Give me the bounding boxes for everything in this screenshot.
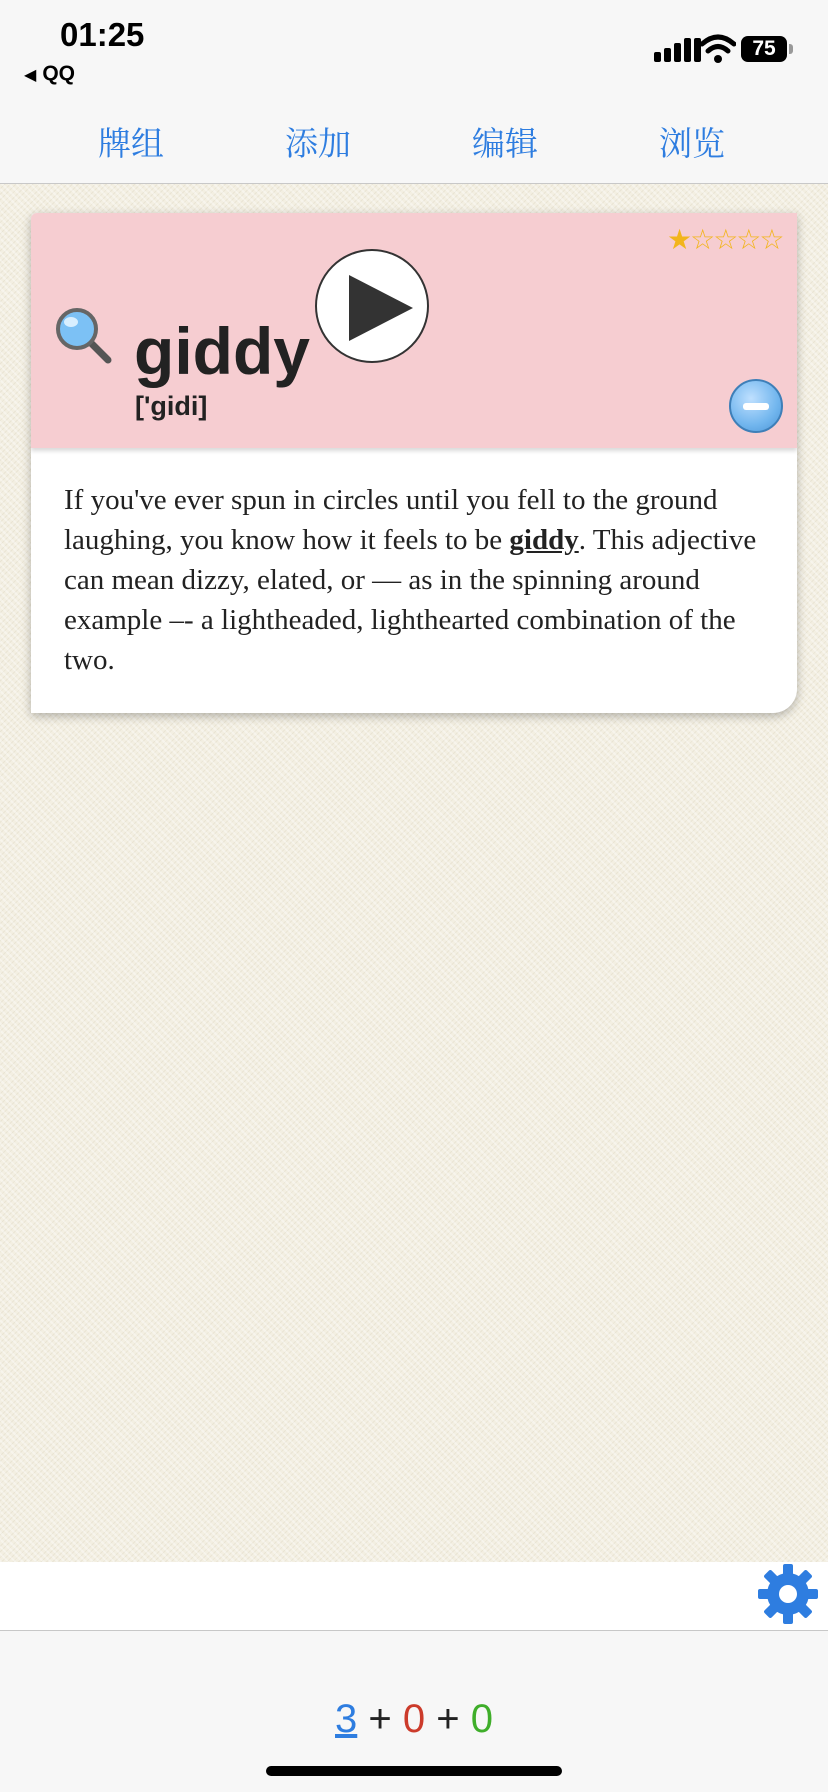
play-audio-button[interactable] (315, 249, 429, 363)
due-counts (0, 1697, 828, 1742)
status-time: 01:25 (60, 16, 145, 53)
minus-icon[interactable] (729, 379, 783, 433)
tab-decks[interactable]: 牌组 (98, 124, 164, 163)
back-to-app-link[interactable] (24, 62, 75, 86)
cellular-signal-icon (654, 36, 704, 64)
status-bar (0, 0, 828, 100)
count-separator: + (436, 1697, 460, 1741)
answer-bar (0, 1562, 828, 1631)
flashcard[interactable] (31, 213, 797, 713)
back-triangle-icon: ◀ (24, 67, 37, 84)
back-app-label: QQ (42, 62, 75, 85)
card-definition (64, 480, 764, 680)
battery-cap (789, 44, 793, 54)
review-count: 0 (470, 1697, 493, 1741)
gear-icon[interactable] (756, 1562, 820, 1626)
definition-highlight-word[interactable]: giddy (509, 524, 579, 556)
battery-icon: 75 (741, 36, 787, 62)
card-header (31, 213, 797, 448)
wifi-icon (700, 34, 736, 64)
rating-stars[interactable]: ★☆☆☆☆ (667, 223, 783, 256)
definition-text-rest: . This adjective can mean dizzy, elated, or — as in the spinning around example –- a lightheaded, lighthearted combination of the two. (64, 524, 757, 676)
tab-edit[interactable]: 编辑 (472, 124, 538, 163)
magnifier-icon[interactable] (53, 305, 115, 367)
home-indicator[interactable] (266, 1766, 562, 1776)
new-count[interactable]: 3 (335, 1697, 358, 1741)
card-word: giddy (134, 314, 310, 388)
review-area (0, 184, 828, 1562)
tab-browse[interactable]: 浏览 (659, 124, 725, 163)
count-separator: + (368, 1697, 392, 1741)
play-icon (343, 273, 415, 343)
definition-text: If you've ever spun in circles until you fell to the ground laughing, you know how it feels to be (64, 484, 718, 556)
tab-add[interactable]: 添加 (285, 124, 351, 163)
top-nav (0, 100, 828, 184)
card-phonetic: ['gidi] (135, 391, 208, 421)
learning-count: 0 (402, 1697, 426, 1741)
